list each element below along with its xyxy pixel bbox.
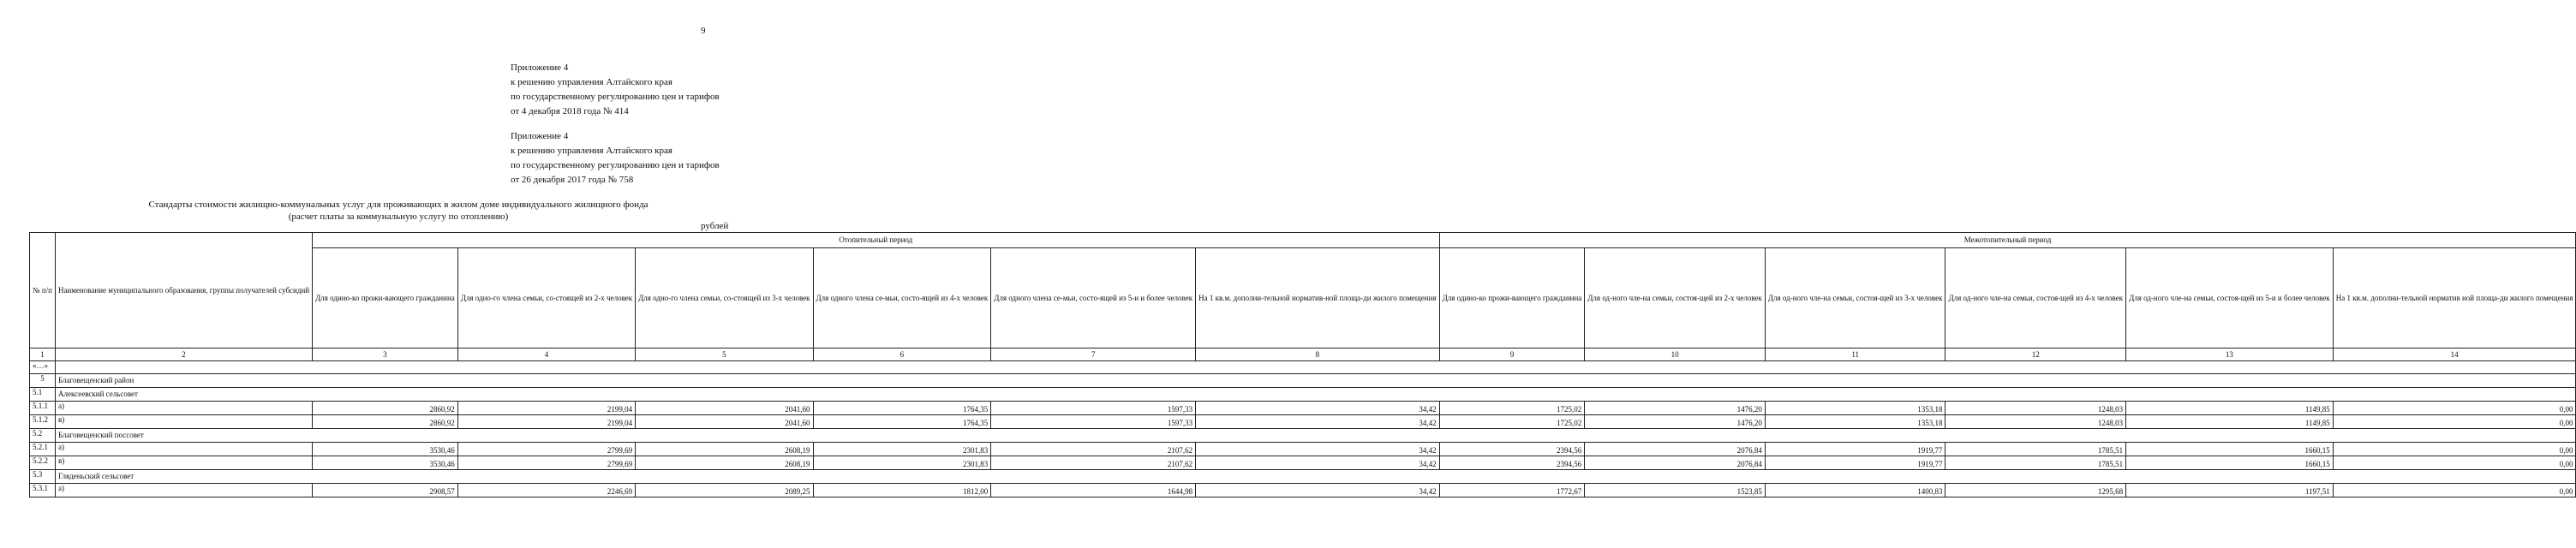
page-number: 9 — [701, 26, 706, 36]
value-cell: 2246,69 — [457, 484, 635, 497]
value-cell: 2199,04 — [457, 402, 635, 415]
section-row — [30, 388, 2576, 402]
value-cell: 0,00 — [2333, 443, 2576, 456]
header-heating-period: Отопительный период — [313, 233, 1440, 248]
column-number: 5 — [636, 348, 813, 361]
value-cell: 1597,33 — [991, 415, 1196, 429]
column-number: 11 — [1765, 348, 1945, 361]
appendix-line: Приложение 4 — [511, 131, 569, 141]
region-code: 5 — [30, 374, 56, 388]
column-number: 14 — [2333, 348, 2576, 361]
header-interheating-col: Для од-ного чле-на семьи, состоя-щей из 5-и и более человек — [2126, 248, 2334, 348]
document-title — [34, 199, 762, 223]
value-cell: 2908,57 — [313, 484, 458, 497]
value-cell: 34,42 — [1196, 443, 1439, 456]
value-cell: 2076,84 — [1585, 456, 1766, 470]
column-number: 12 — [1945, 348, 2126, 361]
value-cell: 2107,62 — [991, 456, 1196, 470]
row-code: 5.1.2 — [30, 415, 56, 429]
value-cell: 1523,85 — [1585, 484, 1766, 497]
header-col-no: № п/п — [30, 233, 56, 348]
section-row — [30, 470, 2576, 484]
section-code: 5.2 — [30, 429, 56, 443]
value-cell: 1660,15 — [2126, 443, 2334, 456]
value-cell: 2301,83 — [813, 456, 991, 470]
value-cell: 2799,69 — [457, 456, 635, 470]
row-code: 5.2.2 — [30, 456, 56, 470]
units-label: рублей — [701, 221, 729, 231]
header-heating-col: Для одно-го члена семьи, со-стоящей из 3-х человек — [636, 248, 813, 348]
column-number: 13 — [2126, 348, 2334, 361]
value-cell: 2301,83 — [813, 443, 991, 456]
value-cell: 34,42 — [1196, 484, 1439, 497]
column-number: 9 — [1439, 348, 1585, 361]
value-cell: 1785,51 — [1945, 456, 2126, 470]
table-row — [30, 443, 2576, 456]
region-name: Благовещенский район — [55, 374, 2576, 388]
row-group: в) — [55, 456, 312, 470]
value-cell: 1725,02 — [1439, 402, 1585, 415]
header-interheating-col: На 1 кв.м. дополни-тельной норматив ной площа-ди жилого помещения — [2333, 248, 2576, 348]
appendix-line: Приложение 4 — [511, 63, 569, 73]
appendix-line: от 26 декабря 2017 года № 758 — [511, 175, 634, 185]
section-code: 5.3 — [30, 470, 56, 484]
value-cell: 3530,46 — [313, 443, 458, 456]
value-cell: 1149,85 — [2126, 402, 2334, 415]
value-cell: 2799,69 — [457, 443, 635, 456]
value-cell: 0,00 — [2333, 484, 2576, 497]
header-heating-col: На 1 кв.м. дополни-тельной норматив-ной площа-ди жилого помещения — [1196, 248, 1439, 348]
header-interheating-col: Для од-ного чле-на семьи, состоя-щей из 2-х человек — [1585, 248, 1766, 348]
row-code: 5.1.1 — [30, 402, 56, 415]
row-code: 5.3.1 — [30, 484, 56, 497]
value-cell: 2041,60 — [636, 402, 813, 415]
row-group: в) — [55, 415, 312, 429]
empty-cell — [55, 361, 2576, 374]
value-cell: 1295,68 — [1945, 484, 2126, 497]
value-cell: 1764,35 — [813, 402, 991, 415]
value-cell: 2107,62 — [991, 443, 1196, 456]
value-cell: 2860,92 — [313, 415, 458, 429]
header-interheating-col: Для од-ного чле-на семьи, состоя-щей из 4-х человек — [1945, 248, 2126, 348]
column-number: 7 — [991, 348, 1196, 361]
section-row — [30, 429, 2576, 443]
value-cell: 1597,33 — [991, 402, 1196, 415]
subtitle-line: (расчет платы за коммунальную услугу по отоплению) — [288, 211, 509, 222]
section-name: Алексеевский сельсовет — [55, 388, 2576, 402]
value-cell: 1400,83 — [1765, 484, 1945, 497]
section-name: Благовещенский поссовет — [55, 429, 2576, 443]
column-number-row — [30, 348, 2576, 361]
tariffs-table — [29, 232, 2576, 497]
value-cell: 0,00 — [2333, 415, 2576, 429]
header-interheating-period: Межотопительный период — [1439, 233, 2576, 248]
value-cell: 34,42 — [1196, 456, 1439, 470]
header-heating-col: Для одного члена се-мьи, состо-ящей из 5-и и более человек — [991, 248, 1196, 348]
section-name: Гляденьский сельсовет — [55, 470, 2576, 484]
ellipsis-cell: «…» — [30, 361, 56, 374]
value-cell: 1353,18 — [1765, 415, 1945, 429]
table-body — [30, 348, 2576, 497]
appendix-line: к решению управления Алтайского края — [511, 77, 672, 87]
value-cell: 2860,92 — [313, 402, 458, 415]
value-cell: 1785,51 — [1945, 443, 2126, 456]
column-number: 10 — [1585, 348, 1766, 361]
value-cell: 2394,56 — [1439, 443, 1585, 456]
table-row — [30, 415, 2576, 429]
value-cell: 2041,60 — [636, 415, 813, 429]
value-cell: 1660,15 — [2126, 456, 2334, 470]
value-cell: 2608,19 — [636, 456, 813, 470]
header-col-name: Наименование муниципального образования, группы получателей субсидий — [55, 233, 312, 348]
value-cell: 2076,84 — [1585, 443, 1766, 456]
row-group: а) — [55, 484, 312, 497]
column-number: 4 — [457, 348, 635, 361]
appendix-line: от 4 декабря 2018 года № 414 — [511, 106, 629, 116]
row-group: а) — [55, 443, 312, 456]
value-cell: 1476,20 — [1585, 415, 1766, 429]
appendix-line: по государственному регулированию цен и тарифов — [511, 160, 720, 170]
value-cell: 1812,00 — [813, 484, 991, 497]
header-interheating-col: Для од-ного чле-на семьи, состоя-щей из 3-х человек — [1765, 248, 1945, 348]
header-interheating-col: Для одино-ко прожи-вающего гражданина — [1439, 248, 1585, 348]
value-cell: 2394,56 — [1439, 456, 1585, 470]
value-cell: 34,42 — [1196, 402, 1439, 415]
value-cell: 1772,67 — [1439, 484, 1585, 497]
appendix-previous — [511, 129, 720, 188]
table-row — [30, 402, 2576, 415]
column-number: 8 — [1196, 348, 1439, 361]
header-heating-col: Для одино-ко прожи-вающего гражданина — [313, 248, 458, 348]
value-cell: 0,00 — [2333, 456, 2576, 470]
region-row — [30, 374, 2576, 388]
value-cell: 2089,25 — [636, 484, 813, 497]
appendix-line: к решению управления Алтайского края — [511, 146, 672, 156]
table-row — [30, 484, 2576, 497]
value-cell: 1476,20 — [1585, 402, 1766, 415]
value-cell: 1149,85 — [2126, 415, 2334, 429]
column-number: 6 — [813, 348, 991, 361]
column-number: 2 — [55, 348, 312, 361]
value-cell: 2608,19 — [636, 443, 813, 456]
row-group: а) — [55, 402, 312, 415]
value-cell: 2199,04 — [457, 415, 635, 429]
section-code: 5.1 — [30, 388, 56, 402]
header-heating-col: Для одно-го члена семьи, со-стоящей из 2-х человек — [457, 248, 635, 348]
value-cell: 1725,02 — [1439, 415, 1585, 429]
title-line: Стандарты стоимости жилищно-коммунальных услуг для проживающих в жилом доме индивидуального жилищного фонда — [148, 200, 648, 210]
appendix-current — [511, 61, 720, 119]
value-cell: 3530,46 — [313, 456, 458, 470]
value-cell: 1248,03 — [1945, 415, 2126, 429]
column-number: 3 — [313, 348, 458, 361]
row-code: 5.2.1 — [30, 443, 56, 456]
value-cell: 34,42 — [1196, 415, 1439, 429]
value-cell: 1919,77 — [1765, 443, 1945, 456]
ellipsis-row — [30, 361, 2576, 374]
value-cell: 1197,51 — [2126, 484, 2334, 497]
value-cell: 1764,35 — [813, 415, 991, 429]
appendix-line: по государственному регулированию цен и тарифов — [511, 92, 720, 102]
value-cell: 0,00 — [2333, 402, 2576, 415]
value-cell: 1248,03 — [1945, 402, 2126, 415]
header-heating-col: Для одного члена се-мьи, состо-ящей из 4-х человек — [813, 248, 991, 348]
table-row — [30, 456, 2576, 470]
value-cell: 1919,77 — [1765, 456, 1945, 470]
value-cell: 1353,18 — [1765, 402, 1945, 415]
column-number: 1 — [30, 348, 56, 361]
value-cell: 1644,98 — [991, 484, 1196, 497]
